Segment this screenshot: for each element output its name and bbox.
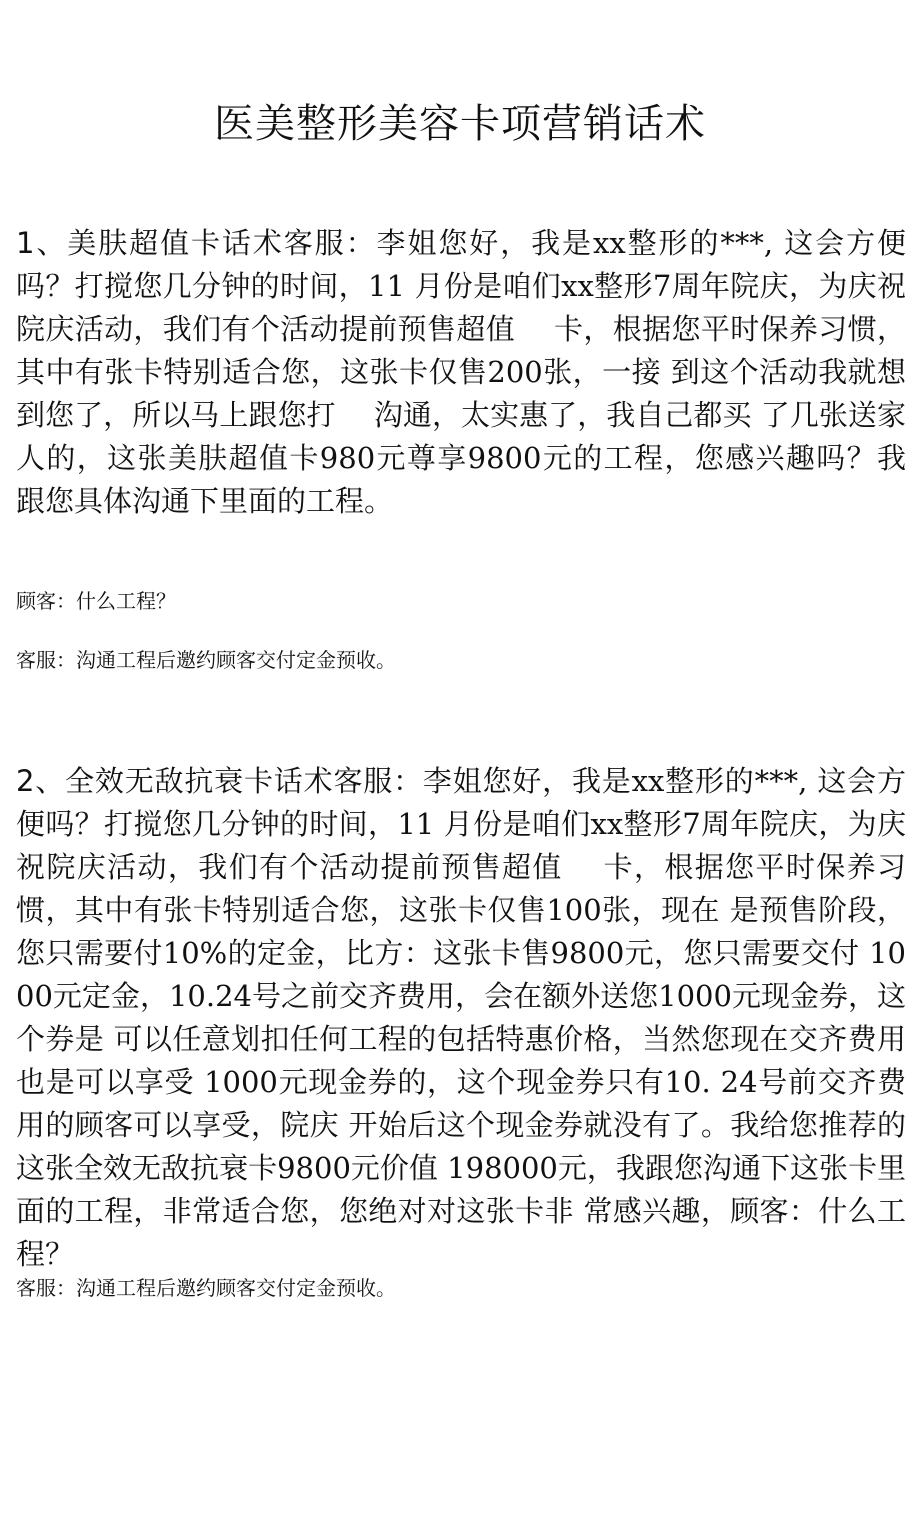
section-1-service-reply: 客服：沟通工程后邀约顾客交付定金预收。	[16, 648, 396, 672]
section-1-customer-question: 顾客：什么工程？	[16, 589, 176, 613]
section-2-paragraph	[16, 760, 906, 1276]
section-2-service-reply: 客服：沟通工程后邀约顾客交付定金预收。	[16, 1276, 396, 1300]
section-2-text: 、全效无敌抗衰卡话术客服：李姐您好，我是xx整形的***, 这会方便吗？打搅您几分钟的时间，11 月份是咱们xx整形7周年院庆，为庆祝院庆活动，我们有个活动提前预售超值 卡，根据您平时保养习惯，其中有张卡特别适合您，这张卡仅售100张，现在 是预售阶段，您只需要付10%的定金，比方：这张卡售9800元，您只需要交付 1000元定金，10.24号之前交齐费用，会在额外送您1000元现金券，这个券是 可以任意划扣任何工程的包括特惠价格，当然您现在交齐费用也是可以享受 1000元现金券的，这个现金券只有10. 24号前交齐费用的顾客可以享受，院庆 开始后这个现金券就没有了。我给您推荐的这张全效无敌抗衰卡9800元价值 198000元，我跟您沟通下这张卡里面的工程，非常适合您，您绝对对这张卡非 常感兴趣，顾客：什么工程？	[16, 764, 906, 1271]
document-title: 医美整形美容卡项营销话术	[214, 101, 706, 147]
section-2-number: 2	[16, 764, 35, 798]
section-1-text: 、美肤超值卡话术客服：李姐您好，我是xx整形的***, 这会方便吗？打搅您几分钟的时间，11 月份是咱们xx整形7周年院庆，为庆祝院庆活动，我们有个活动提前预售超值 卡，根据您平时保养习惯，其中有张卡特别适合您，这张卡仅售200张，一接 到这个活动我就想到您了，所以马上跟您打 沟通，太实惠了，我自己都买 了几张送家人的，这张美肤超值卡980元尊享9800元的工程，您感兴趣吗？我 跟您具体沟通下里面的工程。	[16, 226, 906, 518]
section-1-number: 1	[16, 226, 35, 260]
section-1-paragraph	[16, 222, 906, 523]
